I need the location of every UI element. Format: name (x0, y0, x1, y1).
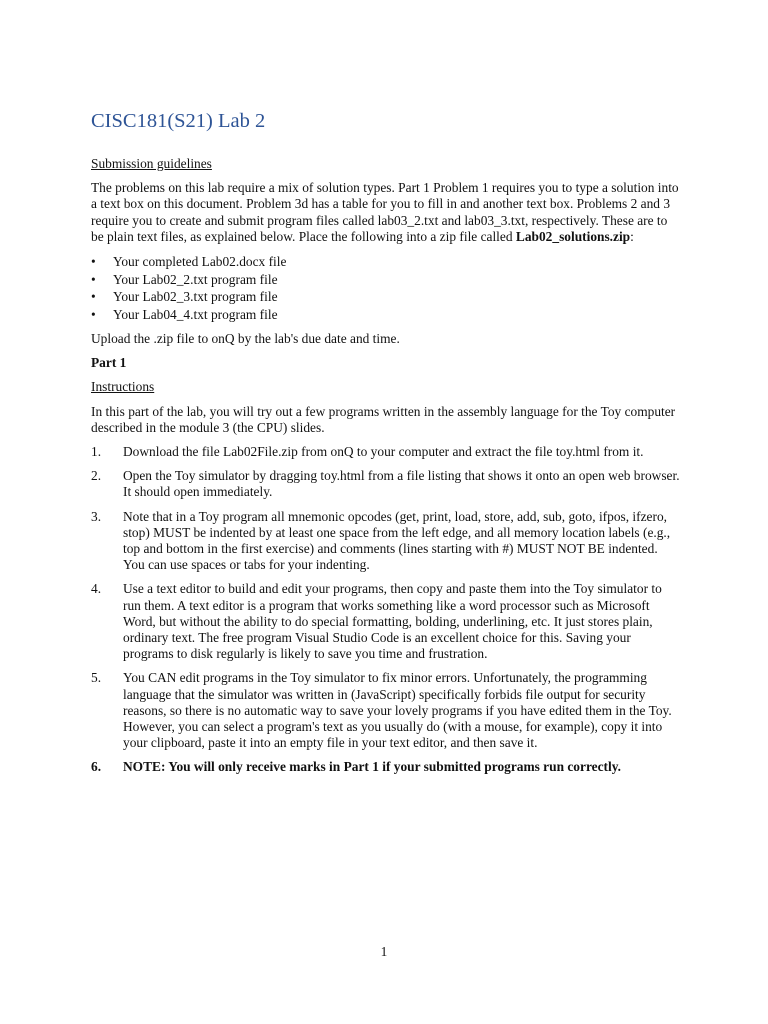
list-item (91, 288, 681, 306)
list-item (91, 306, 681, 324)
submission-guidelines-heading: Submission guidelines (91, 156, 212, 171)
step-text: Note that in a Toy program all mnemonic opcodes (get, print, load, store, add, sub, goto, ifpos, ifzero, stop) MUST be indented by at least one space from the left edge, and all memory location labels (e.g., top and bottom in the first exercise) and comments (lines starting with #) MUST NOT BE indented. You can use spaces or tabs for your indenting. (123, 508, 671, 573)
list-item-text: Your Lab04_4.txt program file (113, 306, 278, 322)
list-item-text: Your completed Lab02.docx file (113, 254, 287, 270)
step-number: 5. (91, 670, 102, 686)
zip-filename: Lab02_solutions.zip (515, 228, 631, 244)
page-number: 1 (380, 944, 388, 959)
step-item (91, 581, 681, 662)
document-body (91, 108, 681, 784)
step-item-note (91, 759, 681, 775)
step-text: NOTE: You will only receive marks in Part 1 if your submitted programs run correctly. (123, 759, 622, 775)
upload-instruction: Upload the .zip file to onQ by the lab's due date and time. (91, 331, 400, 347)
step-number: 4. (91, 581, 102, 597)
step-text: You CAN edit programs in the Toy simulator to fix minor errors. Unfortunately, the programming language that the simulator was written in (JavaScript) specifically forbids file output for security reasons, so there is no automatic way to save your lovely programs if you have edited them in the Toy. However, you can select a program's text as you usually do (with a mouse, for example), copy it into your clipboard, paste it into an empty file in your text editor, and then save it. (123, 670, 672, 751)
step-text: Open the Toy simulator by dragging toy.html from a file listing that shows it onto an open web browser. It should open immediately. (123, 468, 680, 500)
step-text: Download the file Lab02File.zip from onQ to your computer and extract the file toy.html from it. (123, 444, 644, 460)
step-number: 1. (91, 444, 102, 460)
part-1-heading: Part 1 (91, 355, 127, 371)
list-item-text: Your Lab02_2.txt program file (113, 271, 278, 287)
part-intro-paragraph: In this part of the lab, you will try out a few programs written in the assembly language for the Toy computer described in the module 3 (the CPU) slides. (91, 403, 676, 435)
bullet-icon: • (91, 271, 96, 287)
list-item (91, 253, 681, 271)
intro-text: The problems on this lab require a mix of solution types. Part 1 Problem 1 requires you to type a solution into a text box on this document. Problem 3d has a table for you to fill in and another text box. Problems 2 and 3 require you to create and submit program files called lab03_2.txt and lab03_3.txt, respectively. These are to be plain text files, as explained below. Place the following into a zip file called (91, 180, 679, 244)
intro-paragraph (91, 180, 681, 245)
step-item (91, 468, 681, 500)
step-item (91, 670, 681, 751)
bullet-icon: • (91, 254, 96, 270)
instructions-heading: Instructions (91, 379, 155, 395)
bullet-icon: • (91, 306, 96, 322)
submission-file-list (91, 253, 681, 323)
instruction-steps (91, 444, 681, 776)
step-text: Use a text editor to build and edit your programs, then copy and paste them into the Toy simulator to run them. A text editor is a program that works something like a word processor such as Microsoft Word, but without the ability to do special formatting, bolding, underlining, etc. It just stores plain, ordinary text. The free program Visual Studio Code is an excellent choice for this. Saving your programs to disk regularly is likely to save you time and frustration. (123, 581, 662, 662)
step-number: 6. (91, 759, 102, 775)
bullet-icon: • (91, 289, 96, 305)
list-item-text: Your Lab02_3.txt program file (113, 289, 278, 305)
document-title: CISC181(S21) Lab 2 (91, 110, 266, 132)
step-item (91, 444, 681, 460)
step-number: 3. (91, 508, 102, 524)
zip-suffix: : (630, 228, 634, 244)
step-item (91, 509, 681, 574)
step-number: 2. (91, 468, 102, 484)
list-item (91, 271, 681, 289)
